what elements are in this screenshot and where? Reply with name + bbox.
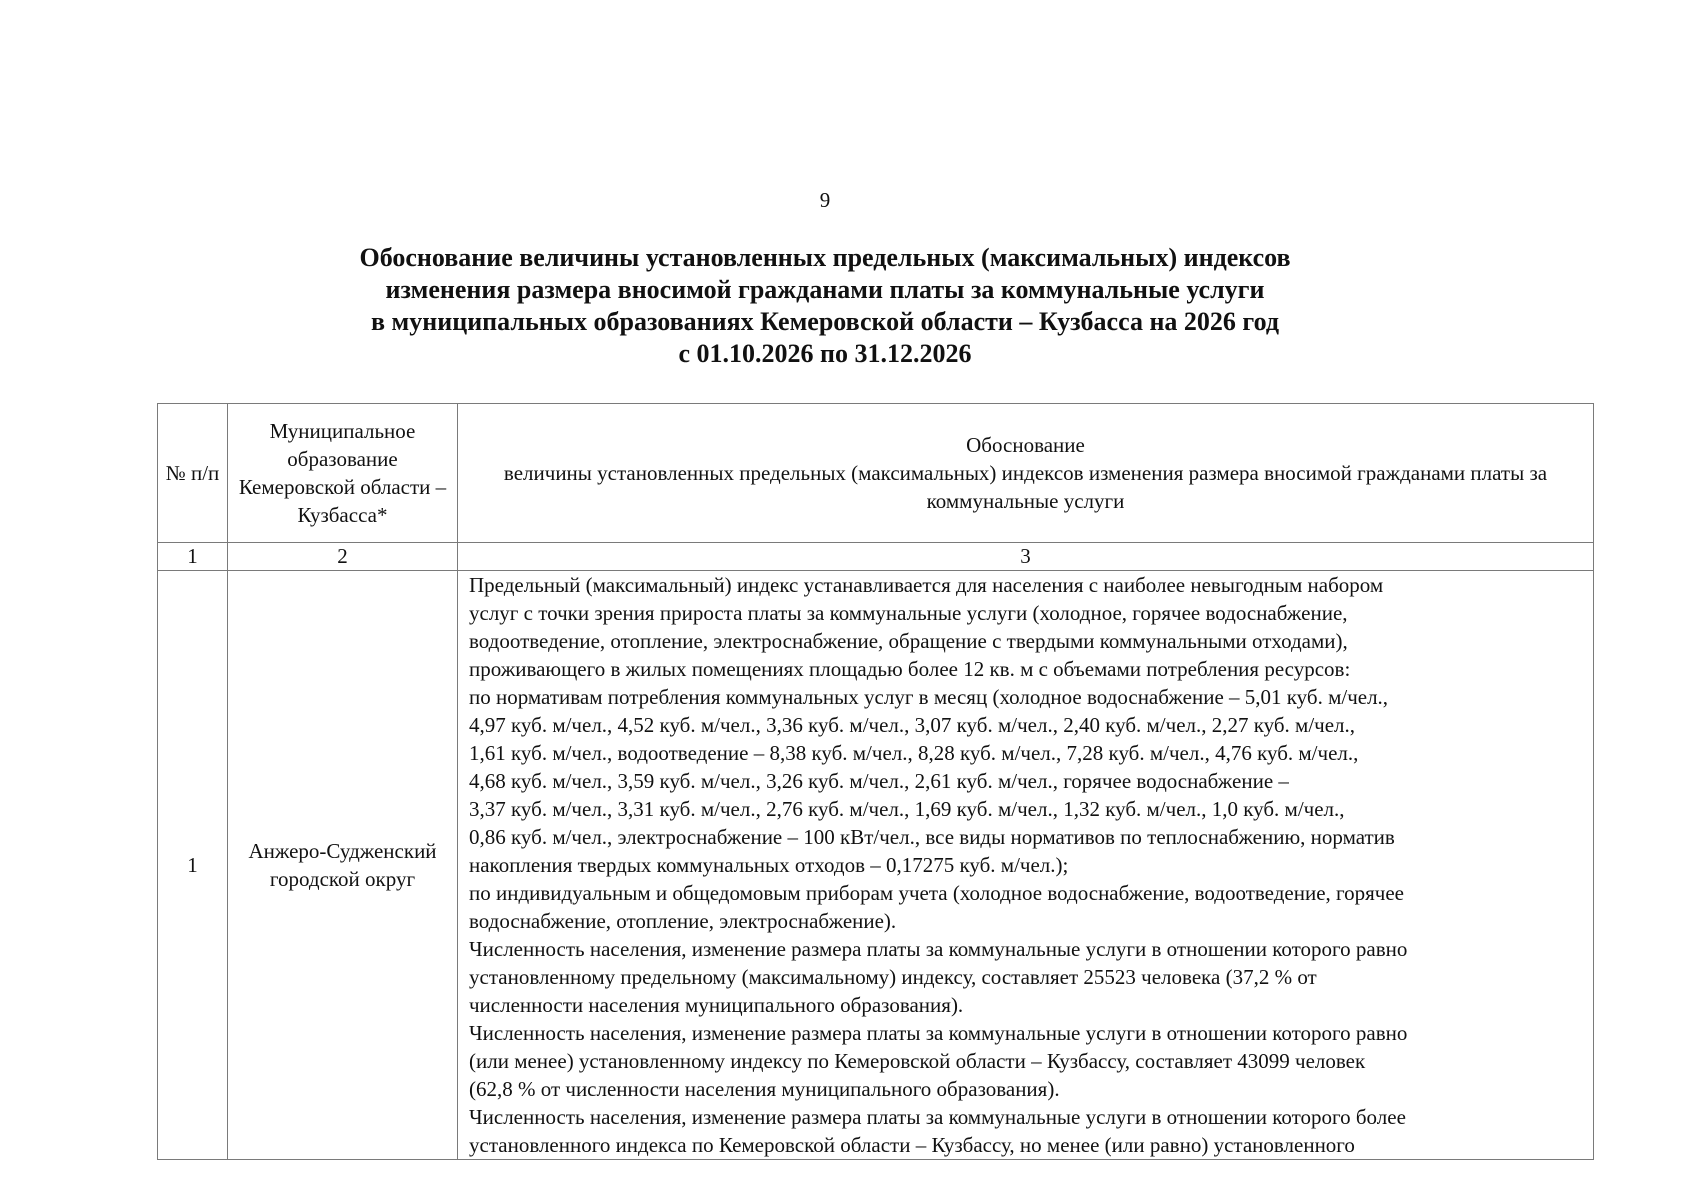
text-line: накопления твердых коммунальных отходов – 0,17275 куб. м/чел.); bbox=[469, 853, 1069, 877]
table-header-row bbox=[158, 404, 1594, 543]
justification-table bbox=[157, 403, 1594, 1160]
column-number: 1 bbox=[158, 543, 228, 571]
column-number: 2 bbox=[228, 543, 458, 571]
text-line: 3,37 куб. м/чел., 3,31 куб. м/чел., 2,76 куб. м/чел., 1,69 куб. м/чел., 1,32 куб. м/чел., 1,0 куб. м/чел., bbox=[469, 797, 1345, 821]
text-line: по нормативам потребления коммунальных услуг в месяц (холодное водоснабжение – 5,01 куб. м/чел., bbox=[469, 685, 1389, 709]
column-number-row bbox=[158, 543, 1594, 571]
text-line: Численность населения, изменение размера платы за коммунальные услуги в отношении которого более bbox=[469, 1105, 1406, 1129]
column-number: 3 bbox=[458, 543, 1594, 571]
title-line: в муниципальных образованиях Кемеровской области – Кузбасса на 2026 год bbox=[371, 307, 1279, 336]
text-line: (или менее) установленному индексу по Кемеровской области – Кузбассу, составляет 43099 человек bbox=[469, 1049, 1366, 1073]
text-line: по индивидуальным и общедомовым приборам учета (холодное водоснабжение, водоотведение, горячее bbox=[469, 881, 1404, 905]
text-line: 1,61 куб. м/чел., водоотведение – 8,38 куб. м/чел., 8,28 куб. м/чел., 7,28 куб. м/чел., 4,76 куб. м/чел., bbox=[469, 741, 1359, 765]
header-number: № п/п bbox=[158, 404, 228, 543]
text-line: 4,68 куб. м/чел., 3,59 куб. м/чел., 3,26 куб. м/чел., 2,61 куб. м/чел., горячее водоснабжение – bbox=[469, 769, 1289, 793]
title-line: Обоснование величины установленных предельных (максимальных) индексов bbox=[359, 243, 1291, 272]
text-line: 0,86 куб. м/чел., электроснабжение – 100 кВт/чел., все виды нормативов по теплоснабжению, норматив bbox=[469, 825, 1395, 849]
text-line: услуг с точки зрения прироста платы за коммунальные услуги (холодное, горячее водоснабжение, bbox=[469, 601, 1348, 625]
text-line: водоотведение, отопление, электроснабжение, обращение с твердыми коммунальными отходами), bbox=[469, 629, 1348, 653]
text-line: численности населения муниципального образования). bbox=[469, 993, 964, 1017]
row-justification-text bbox=[458, 571, 1594, 1160]
header-justification-title: Обоснование bbox=[966, 433, 1085, 457]
text-line: Предельный (максимальный) индекс устанавливается для населения с наиболее невыгодным набором bbox=[469, 573, 1384, 597]
text-line: Численность населения, изменение размера платы за коммунальные услуги в отношении которого равно bbox=[469, 937, 1408, 961]
document-title bbox=[200, 242, 1450, 370]
page-number: 9 bbox=[819, 188, 831, 212]
text-line: проживающего в жилых помещениях площадью более 12 кв. м с объемами потребления ресурсов: bbox=[469, 657, 1351, 681]
text-line: водоснабжение, отопление, электроснабжение). bbox=[469, 909, 897, 933]
row-municipality: Анжеро-Судженский городской округ bbox=[228, 571, 458, 1160]
title-line: изменения размера вносимой гражданами платы за коммунальные услуги bbox=[385, 275, 1265, 304]
header-municipality: Муниципальное образование Кемеровской области – Кузбасса* bbox=[228, 404, 458, 543]
table-row bbox=[158, 571, 1594, 1160]
header-justification bbox=[458, 404, 1594, 543]
text-line: Численность населения, изменение размера платы за коммунальные услуги в отношении которого равно bbox=[469, 1021, 1408, 1045]
title-line: с 01.10.2026 по 31.12.2026 bbox=[678, 339, 972, 368]
text-line: 4,97 куб. м/чел., 4,52 куб. м/чел., 3,36 куб. м/чел., 3,07 куб. м/чел., 2,40 куб. м/чел., 2,27 куб. м/чел., bbox=[469, 713, 1356, 737]
text-line: установленному предельному (максимальному) индексу, составляет 25523 человека (37,2 % от bbox=[469, 965, 1317, 989]
text-line: установленного индекса по Кемеровской области – Кузбассу, но менее (или равно) установленного bbox=[469, 1133, 1355, 1157]
header-justification-subtitle: величины установленных предельных (максимальных) индексов изменения размера вносимой гражданами платы за коммунальные услуги bbox=[503, 461, 1548, 513]
row-number: 1 bbox=[158, 571, 228, 1160]
text-line: (62,8 % от численности населения муниципального образования). bbox=[469, 1077, 1060, 1101]
